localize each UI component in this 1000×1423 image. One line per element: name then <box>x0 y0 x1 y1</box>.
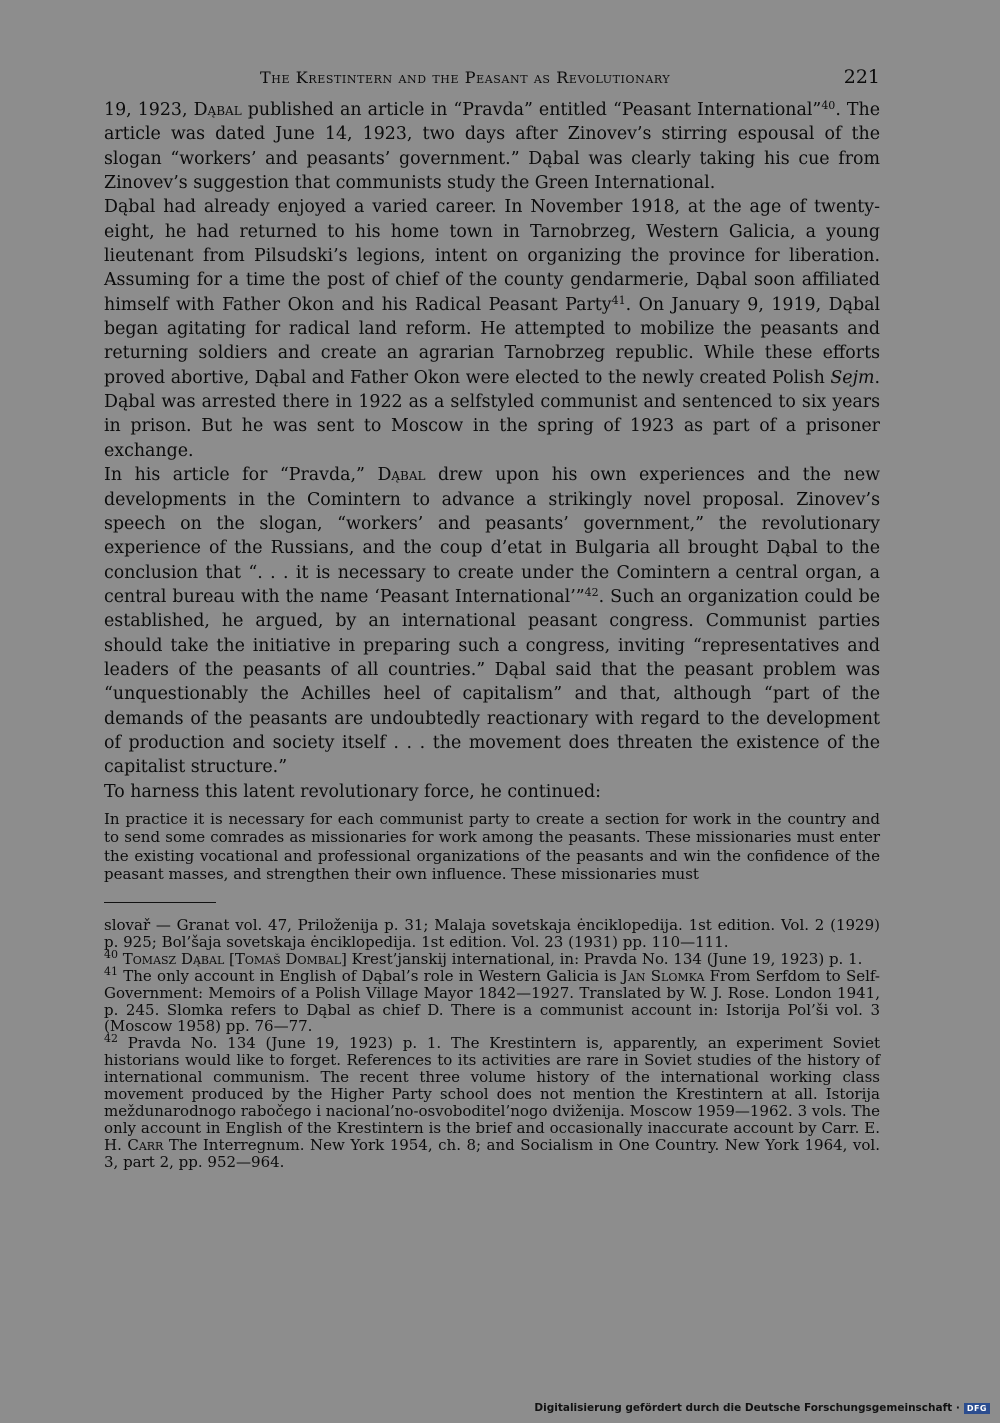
page <box>104 64 880 1171</box>
footnotes <box>104 917 880 1171</box>
emphasis: Sejm <box>830 367 875 388</box>
dfg-logo-icon: DFG <box>964 1403 990 1414</box>
text-run: published an article in “Pravda” entitled “Peasant International” <box>241 100 822 120</box>
paragraph-1 <box>104 98 880 195</box>
text-run: Pravda No. 134 (June 19, 1923) p. 1. The Krestintern is, apparently, an experiment Soviet historians would like to forget. References to its activities are rare in Soviet studies of the history of international communism. The recent three volume history of the international working class movement produced by the Higher Party school does not mention the Krestintern at all. Istorija meždunarodnogo rabočego i nacional’no-osvoboditel’nogo dviženija. Moscow 1959—1962. 3 vols. The only account in English of the Krestintern is the brief and occasionally inaccurate account by Carr. <box>104 1034 880 1137</box>
footnote-42 <box>104 1032 880 1171</box>
paragraph-2 <box>104 195 880 463</box>
running-header <box>104 64 880 98</box>
running-title: The Krestintern and the Peasant as Revolutionary <box>260 68 671 87</box>
footnote-divider <box>104 902 216 903</box>
footnote-41 <box>104 964 880 1036</box>
author-name: Tomasz Dąbal [Tomaš Dombal] <box>122 949 347 968</box>
author-name: Dąbal <box>377 465 426 486</box>
footnote-40 <box>104 947 880 968</box>
text-run: . Dąbal was arrested there in 1922 as a selfstyled communist and sentenced to six years in prison. But he was sent to Moscow in the spring of 1923 as part of a prisoner exchange. <box>104 367 880 461</box>
text-run: In his article for “Pravda,” <box>104 465 378 486</box>
text-run: Dąbal had already enjoyed a varied career. In November 1918, at the age of twenty-eight, he had returned to his home town in Tarnobrzeg, Western Galicia, a young lieutenant from Pilsudski’s legions, intent on organizing the province for liberation. Assuming for a time the post of chief of the county gendarmerie, Dąbal soon affiliated himself with Father Okon and his Radical Peasant Party <box>104 197 880 315</box>
text-run: . The article was dated June 14, 1923, two days after Zinovev’s stirring espousal of the slogan “workers’ and peasants’ government.” Dąbal was clearly taking his cue from Zinovev’s suggestion that communists study the Green International. <box>104 100 881 194</box>
footnote-ref-41: 41 <box>611 293 626 307</box>
footnote-ref-40: 40 <box>821 99 836 112</box>
text-run: 19, 1923, <box>104 100 194 120</box>
author-name: Jan Slomka <box>621 966 705 985</box>
author-name: E. H. Carr <box>104 1118 880 1154</box>
footnote-number: 41 <box>104 964 118 978</box>
text-run: drew upon his own experiences and the new developments in the Comintern to advance a strikingly novel proposal. Zinovev’s speech on the slogan, “workers’ and peasants’ government,” the revolutionary experience of the Russians, and the coup d’etat in Bulgaria all brought Dąbal to the conclusion that “. . . it is necessary to create under the Comintern a central organ, a central bureau with the name ‘Peasant International’” <box>104 465 880 607</box>
footnote-number: 40 <box>104 947 118 961</box>
digitization-credit <box>534 1402 990 1414</box>
footnote-ref-42: 42 <box>584 585 599 599</box>
text-run: Krest’janskij international, in: Pravda No. 134 (June 19, 1923) p. 1. <box>346 949 863 968</box>
block-quote: In practice it is necessary for each communist party to create a section for work in the country and to send some comrades as missionaries for work among the peasants. These missionaries must enter the existing vocational and professional organizations of the peasants and win the confidence of the peasant masses, and strengthen their own influence. These missionaries must <box>104 809 880 884</box>
footnote-continuation: slovař — Granat vol. 47, Priloženija p. 31; Malaja sovetskaja ėnciklopedija. 1st edition. Vol. 2 (1929) p. 925; Bol’šaja sovetskaja ėnciklopedija. 1st edition. Vol. 23 (1931) pp. 110—111. <box>104 915 880 951</box>
author-name: Dąbal <box>193 100 242 120</box>
text-run: The only account in English of Dąbal’s role in Western Galicia is <box>118 966 622 985</box>
text-run: . Such an organization could be established, he argued, by an international peasant congress. Communist parties should take the initiative in preparing such a congress, inviting “representatives and leaders of the peasants of all countries.” Dąbal said that the peasant problem was “unquestionably the Achilles heel of capitalism” and that, although “part of the demands of the peasants are undoubtedly reactionary with regard to the development of production and society itself . . . the movement does threaten the existence of the capitalist structure.” <box>104 586 880 778</box>
text-run: . On January 9, 1919, Dąbal began agitating for radical land reform. He attempted to mobilize the peasants and returning soldiers and create an agrarian Tarnobrzeg republic. While these efforts proved abortive, Dąbal and Father Okon were elected to the newly created Polish <box>104 294 881 388</box>
text-run: From Serfdom to Self-Government: Memoirs of a Polish Village Mayor 1842—1927. Translated by W. J. Rose. London 1941, p. 245. Slomka refers to Dąbal as chief D. There is a communist account in: Istorija Pol’ši vol. 3 (Moscow 1958) pp. 76—77. <box>104 966 880 1036</box>
credit-text: Digitalisierung gefördert durch die Deutsche Forschungsgemeinschaft · <box>534 1402 960 1414</box>
footnote-number: 42 <box>104 1032 118 1046</box>
page-number: 221 <box>843 66 880 88</box>
paragraph-4: To harness this latent revolutionary force, he continued: <box>104 781 602 802</box>
text-run: The Interregnum. New York 1954, ch. 8; and Socialism in One Country. New York 1964, vol. 3, part 2, pp. 952—964. <box>104 1135 880 1171</box>
paragraph-3 <box>104 463 880 779</box>
body-text <box>104 98 880 804</box>
